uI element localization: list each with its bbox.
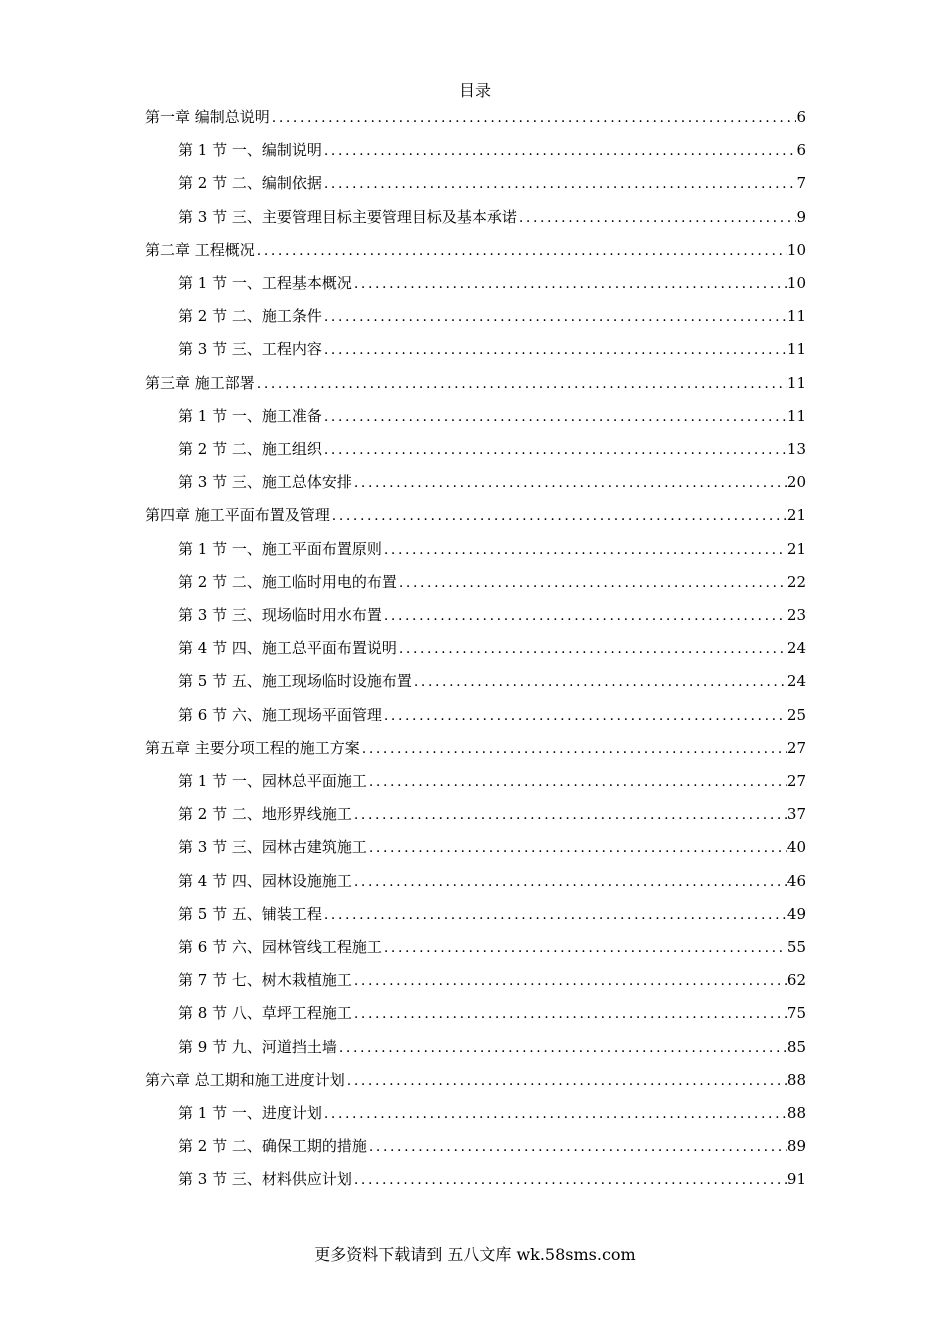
toc-entry-label: 第 1 节 一、园林总平面施工 bbox=[178, 772, 367, 790]
toc-entry-label: 第 6 节 六、施工现场平面管理 bbox=[178, 705, 382, 724]
toc-entry-row bbox=[178, 202, 806, 232]
toc-entry-page-number: 6 bbox=[796, 141, 806, 160]
toc-entry-row bbox=[178, 334, 806, 364]
toc-entry-row bbox=[178, 866, 806, 896]
toc-entry-row bbox=[145, 500, 806, 530]
toc-entry-page-number: 22 bbox=[786, 572, 806, 591]
toc-entry-page-number: 27 bbox=[786, 738, 806, 757]
toc-entry-row bbox=[145, 733, 806, 763]
toc-entry-row bbox=[178, 1032, 806, 1062]
dot-leader bbox=[382, 933, 787, 962]
toc-section-entry[interactable] bbox=[0, 434, 950, 464]
toc-entry-page-number: 88 bbox=[786, 1070, 806, 1089]
toc-entry-row bbox=[145, 1065, 806, 1095]
toc-entry-page-number: 21 bbox=[786, 539, 806, 558]
toc-entry-row bbox=[178, 1164, 806, 1194]
toc-chapter-entry[interactable] bbox=[0, 500, 950, 530]
dot-leader bbox=[517, 203, 797, 232]
dot-leader bbox=[330, 501, 787, 530]
toc-entry-row bbox=[178, 899, 806, 929]
dot-leader bbox=[345, 1066, 787, 1095]
toc-entry-page-number: 11 bbox=[786, 373, 806, 392]
dot-leader bbox=[322, 302, 787, 331]
toc-section-entry[interactable] bbox=[0, 799, 950, 829]
toc-entry-row bbox=[178, 666, 806, 696]
dot-leader bbox=[322, 136, 797, 165]
toc-entry-page-number: 6 bbox=[796, 108, 806, 126]
toc-entry-row bbox=[178, 965, 806, 995]
toc-entry-row bbox=[178, 600, 806, 630]
toc-section-entry[interactable] bbox=[0, 1164, 950, 1194]
toc-section-entry[interactable] bbox=[0, 467, 950, 497]
dot-leader bbox=[337, 1033, 787, 1062]
toc-entry-row bbox=[145, 102, 806, 132]
toc-entry-label: 第 3 节 三、施工总体安排 bbox=[178, 473, 352, 492]
toc-entry-page-number: 20 bbox=[786, 473, 806, 492]
toc-entry-label: 第四章 施工平面布置及管理 bbox=[145, 506, 330, 525]
dot-leader bbox=[322, 435, 787, 464]
toc-entry-label: 第 3 节 三、主要管理目标主要管理目标及基本承诺 bbox=[178, 207, 517, 226]
dot-leader bbox=[322, 1099, 787, 1128]
toc-section-entry[interactable] bbox=[0, 268, 950, 298]
toc-entry-row bbox=[145, 235, 806, 265]
toc-entry-label: 第 1 节 一、施工准备 bbox=[178, 406, 322, 425]
toc-section-entry[interactable] bbox=[0, 401, 950, 431]
toc-entry-label: 第 4 节 四、园林设施施工 bbox=[178, 871, 352, 890]
toc-entry-label: 第 8 节 八、草坪工程施工 bbox=[178, 1004, 352, 1023]
toc-entry-label: 第 9 节 九、河道挡土墙 bbox=[178, 1037, 337, 1056]
toc-section-entry[interactable] bbox=[0, 202, 950, 232]
toc-entry-page-number: 27 bbox=[786, 772, 806, 790]
toc-entry-row bbox=[178, 799, 806, 829]
toc-entry-label: 第 1 节 一、施工平面布置原则 bbox=[178, 539, 382, 558]
toc-entry-row bbox=[178, 401, 806, 431]
dot-leader bbox=[255, 236, 787, 265]
toc-entry-row bbox=[178, 932, 806, 962]
toc-section-entry[interactable] bbox=[0, 633, 950, 663]
dot-leader bbox=[352, 966, 787, 995]
toc-entry-page-number: 37 bbox=[786, 805, 806, 824]
toc-entry-page-number: 11 bbox=[786, 340, 806, 359]
toc-entry-page-number: 21 bbox=[786, 506, 806, 525]
toc-entry-page-number: 89 bbox=[786, 1137, 806, 1156]
toc-entry-row bbox=[178, 467, 806, 497]
toc-entry-label: 第 4 节 四、施工总平面布置说明 bbox=[178, 639, 397, 658]
dot-leader bbox=[367, 767, 787, 796]
toc-entry-label: 第 3 节 三、园林古建筑施工 bbox=[178, 838, 367, 857]
toc-chapter-entry[interactable] bbox=[0, 368, 950, 398]
toc-entry-page-number: 91 bbox=[786, 1170, 806, 1189]
dot-leader bbox=[397, 568, 787, 597]
toc-entry-row bbox=[178, 135, 806, 165]
toc-entry-row bbox=[178, 268, 806, 298]
toc-entry-label: 第 1 节 一、编制说明 bbox=[178, 141, 322, 160]
toc-entry-row bbox=[178, 567, 806, 597]
toc-entry-label: 第 5 节 五、铺装工程 bbox=[178, 904, 322, 923]
toc-section-entry[interactable] bbox=[0, 866, 950, 896]
toc-section-entry[interactable] bbox=[0, 301, 950, 331]
toc-section-entry[interactable] bbox=[0, 932, 950, 962]
toc-entry-row bbox=[145, 368, 806, 398]
dot-leader bbox=[352, 1165, 787, 1194]
toc-entry-page-number: 25 bbox=[786, 705, 806, 724]
toc-section-entry[interactable] bbox=[0, 534, 950, 564]
toc-entry-page-number: 24 bbox=[786, 672, 806, 691]
toc-section-entry[interactable] bbox=[0, 1131, 950, 1161]
toc-entry-label: 第 6 节 六、园林管线工程施工 bbox=[178, 938, 382, 956]
dot-leader bbox=[382, 601, 787, 630]
toc-entry-row bbox=[178, 633, 806, 663]
toc-section-entry[interactable] bbox=[0, 700, 950, 730]
dot-leader bbox=[382, 701, 787, 730]
toc-entry-label: 第 1 节 一、进度计划 bbox=[178, 1104, 322, 1122]
toc-entry-label: 第 2 节 二、确保工期的措施 bbox=[178, 1137, 367, 1156]
toc-entry-row bbox=[178, 998, 806, 1028]
toc-section-entry[interactable] bbox=[0, 832, 950, 862]
toc-entry-page-number: 10 bbox=[786, 240, 806, 259]
toc-section-entry[interactable] bbox=[0, 168, 950, 198]
toc-entry-page-number: 75 bbox=[786, 1004, 806, 1023]
toc-section-entry[interactable] bbox=[0, 766, 950, 796]
toc-entry-page-number: 23 bbox=[786, 606, 806, 624]
dot-leader bbox=[382, 535, 787, 564]
dot-leader bbox=[322, 169, 797, 198]
toc-entry-label: 第 3 节 三、工程内容 bbox=[178, 340, 322, 359]
toc-entry-row bbox=[178, 168, 806, 198]
dot-leader bbox=[367, 1132, 787, 1161]
toc-entry-label: 第 3 节 三、现场临时用水布置 bbox=[178, 606, 382, 624]
toc-chapter-entry[interactable] bbox=[0, 733, 950, 763]
toc-section-entry[interactable] bbox=[0, 666, 950, 696]
toc-entry-label: 第一章 编制总说明 bbox=[145, 108, 270, 126]
dot-leader bbox=[352, 269, 787, 298]
dot-leader bbox=[360, 734, 787, 763]
toc-entry-label: 第 3 节 三、材料供应计划 bbox=[178, 1170, 352, 1189]
dot-leader bbox=[322, 402, 787, 431]
toc-entry-label: 第三章 施工部署 bbox=[145, 373, 255, 392]
toc-entry-row bbox=[178, 700, 806, 730]
toc-section-entry[interactable] bbox=[0, 600, 950, 630]
dot-leader bbox=[352, 999, 787, 1028]
dot-leader bbox=[270, 103, 797, 132]
toc-entry-row bbox=[178, 1131, 806, 1161]
toc-entry-row bbox=[178, 301, 806, 331]
toc-section-entry[interactable] bbox=[0, 899, 950, 929]
toc-entry-row bbox=[178, 766, 806, 796]
toc-section-entry[interactable] bbox=[0, 998, 950, 1028]
toc-entry-row bbox=[178, 434, 806, 464]
dot-leader bbox=[322, 900, 787, 929]
toc-entry-row bbox=[178, 534, 806, 564]
toc-entry-row bbox=[178, 832, 806, 862]
toc-entry-page-number: 62 bbox=[786, 971, 806, 990]
toc-entry-page-number: 55 bbox=[786, 938, 806, 956]
toc-chapter-entry[interactable] bbox=[0, 102, 950, 132]
dot-leader bbox=[352, 867, 787, 896]
toc-entry-page-number: 7 bbox=[796, 174, 806, 193]
toc-entry-label: 第 2 节 二、施工临时用电的布置 bbox=[178, 572, 397, 591]
dot-leader bbox=[397, 634, 787, 663]
toc-section-entry[interactable] bbox=[0, 334, 950, 364]
toc-section-entry[interactable] bbox=[0, 135, 950, 165]
footer-download-note: 更多资料下载请到 五八文库 wk.58sms.com bbox=[314, 1245, 636, 1264]
toc-entry-row bbox=[178, 1098, 806, 1128]
toc-entry-page-number: 24 bbox=[786, 639, 806, 658]
toc-section-entry[interactable] bbox=[0, 965, 950, 995]
toc-section-entry[interactable] bbox=[0, 1032, 950, 1062]
toc-entry-page-number: 88 bbox=[786, 1104, 806, 1122]
toc-entry-page-number: 11 bbox=[786, 406, 806, 425]
toc-entry-label: 第 7 节 七、树木栽植施工 bbox=[178, 971, 352, 990]
toc-entry-label: 第 2 节 二、地形界线施工 bbox=[178, 805, 352, 824]
toc-title: 目录 bbox=[458, 81, 491, 100]
toc-entry-label: 第 2 节 二、施工条件 bbox=[178, 307, 322, 326]
dot-leader bbox=[322, 335, 787, 364]
toc-entry-page-number: 13 bbox=[786, 440, 806, 458]
toc-section-entry[interactable] bbox=[0, 1098, 950, 1128]
toc-entry-page-number: 46 bbox=[786, 871, 806, 890]
toc-entry-page-number: 11 bbox=[786, 307, 806, 326]
toc-entry-label: 第 2 节 二、编制依据 bbox=[178, 174, 322, 193]
dot-leader bbox=[352, 800, 787, 829]
dot-leader bbox=[255, 369, 787, 398]
toc-entry-label: 第六章 总工期和施工进度计划 bbox=[145, 1070, 345, 1089]
toc-entry-page-number: 85 bbox=[786, 1037, 806, 1056]
toc-chapter-entry[interactable] bbox=[0, 235, 950, 265]
dot-leader bbox=[367, 833, 787, 862]
toc-entry-label: 第 5 节 五、施工现场临时设施布置 bbox=[178, 672, 412, 691]
toc-entry-label: 第 1 节 一、工程基本概况 bbox=[178, 274, 352, 292]
dot-leader bbox=[412, 667, 787, 696]
toc-chapter-entry[interactable] bbox=[0, 1065, 950, 1095]
dot-leader bbox=[352, 468, 787, 497]
toc-entry-label: 第五章 主要分项工程的施工方案 bbox=[145, 738, 360, 757]
toc-entry-page-number: 10 bbox=[786, 274, 806, 292]
toc-section-entry[interactable] bbox=[0, 567, 950, 597]
toc-entry-page-number: 9 bbox=[796, 207, 806, 226]
toc-entry-label: 第二章 工程概况 bbox=[145, 240, 255, 259]
toc-entry-label: 第 2 节 二、施工组织 bbox=[178, 440, 322, 458]
toc-entry-page-number: 40 bbox=[786, 838, 806, 857]
toc-entry-page-number: 49 bbox=[786, 904, 806, 923]
